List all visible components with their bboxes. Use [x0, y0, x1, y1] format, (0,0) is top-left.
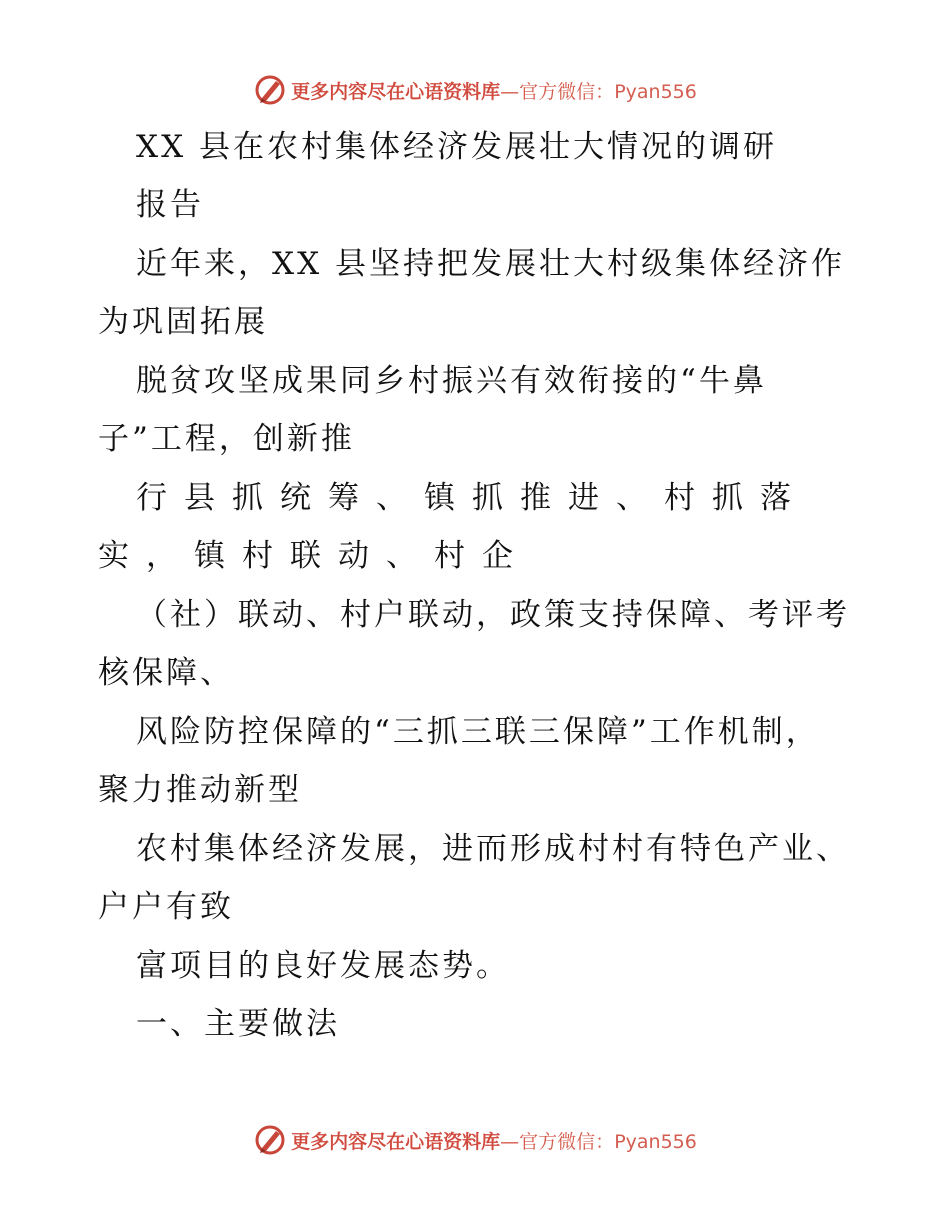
paragraph-line: 核保障、 — [98, 655, 234, 691]
footer-wechat-id: Pyan556 — [614, 1130, 697, 1153]
pen-logo-icon — [253, 73, 287, 107]
paragraph-line: 为巩固拓展 — [98, 304, 268, 340]
paragraph-line: 聚力推动新型 — [98, 772, 302, 808]
paragraph-line: 农村集体经济发展，进而形成村村有特色产业、 — [136, 831, 850, 867]
paragraph-line: 子”工程，创新推 — [98, 421, 355, 457]
footer-banner — [0, 1120, 950, 1160]
footer-wechat-label: 官方微信： — [519, 1130, 615, 1153]
paragraph-line: 风险防控保障的“三抓三联三保障”工作机制， — [136, 714, 820, 750]
section-heading: 一、主要做法 — [136, 1006, 340, 1042]
paragraph-line: 行县抓统筹、镇抓推进、村抓落 — [136, 480, 808, 516]
header-brand: 更多内容尽在心语资料库 — [291, 80, 501, 103]
header-banner — [0, 70, 950, 110]
pen-logo-icon — [253, 1123, 287, 1157]
header-wechat-id: Pyan556 — [614, 80, 697, 103]
paragraph-line: 实，镇村联动、村企 — [98, 538, 530, 574]
header-separator: — — [500, 80, 520, 103]
paragraph-line: 富项目的良好发展态势。 — [136, 948, 510, 984]
header-banner-text — [291, 77, 697, 104]
document-title-line-1: XX 县在农村集体经济发展壮大情况的调研 — [136, 129, 777, 165]
paragraph-line: 户户有致 — [98, 889, 234, 925]
paragraph-line: （社）联动、村户联动，政策支持保障、考评考 — [136, 597, 850, 633]
footer-brand: 更多内容尽在心语资料库 — [291, 1130, 501, 1153]
header-wechat-label: 官方微信： — [519, 80, 615, 103]
paragraph-line: 脱贫攻坚成果同乡村振兴有效衔接的“牛鼻 — [136, 363, 767, 399]
footer-separator: — — [500, 1130, 520, 1153]
document-title-line-2: 报告 — [136, 187, 204, 223]
paragraph-line: 近年来，XX 县坚持把发展壮大村级集体经济作 — [136, 246, 845, 282]
footer-banner-text — [291, 1127, 697, 1154]
